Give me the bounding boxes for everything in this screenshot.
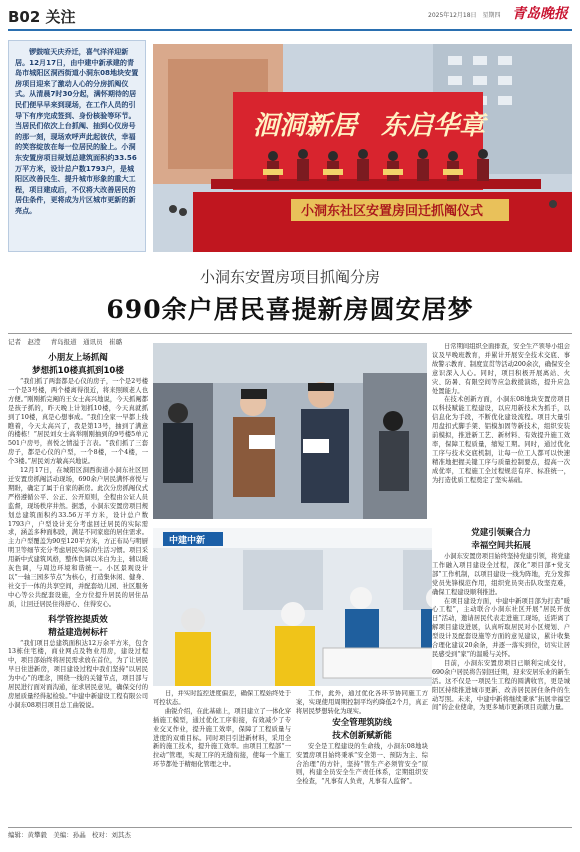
company-sign-text: 中建中新 [169, 536, 206, 546]
header-rule [8, 29, 572, 31]
paragraph: 目前，小洞东安置房项目已顺利完成交付，690余户居民将告别回迁期，迎来安居乐业的新生活。这不仅是一项民生工程的圆满收官，更是城阳区持续推进城市更新、改善居民居住条件的生动写照。未来，中建中新将继续秉承“拓展幸福空间”的企业使命，为更多城市更新项目贡献力量。 [432, 659, 570, 712]
paragraph: 在项目建设方面，中建中新项目部为打造“暖心工程”，主动联合小洞东社区开展“居民开放日”活动，邀请居民代表走进施工现场，近距离了解项目建设进展，认真听取居民对小区规划、户型设计及配套设施等方面的意见建议，累计收集合理化建议20余条，并逐一落实到位，切实让居民感受到“家”的温暖与关怀。 [432, 597, 570, 658]
paragraph: 日，并实时监控进度偏差，确保工程始终处于可控状态。 [153, 690, 291, 706]
byline-rule [8, 333, 572, 334]
paragraph: 日常期间组织全面排查，安全生产领导小组会议及早晚班教育，并累计开展安全技术交底、事故警示教育、制度宣贯等活动200余次，确保安全意识深入人心。同时，项目积极开展离站、火灾、防暑、有限空间等应急救援演练，提升应急处置能力。 [432, 343, 570, 395]
lead-box [8, 40, 146, 252]
subhead-2a: 科学管控提质效 [48, 614, 108, 625]
column-4-bottom [432, 527, 570, 823]
article-headline: 690余户居民喜提新房圆安居梦 [106, 295, 474, 324]
banner-left-text: 洄洞新居 [253, 111, 358, 141]
subhead-2b: 精益建造树标杆 [48, 627, 108, 638]
footer-rule [8, 827, 572, 828]
banner-right-text: 东启华章 [381, 111, 486, 141]
paragraph: 曲锐介绍，在此基础上，项目建立了一体化穿插施工模型，通过优化工序衔接，有效减少了专业交叉作业，提升施工效率，保障了工程质量与进度的双重目标。同时项目引进新材料，采用全新的施工技术，提升施工效率。由项目工程部“一拉动”管理，实现工序的无缝衔接，使每一个施工环节都处于精细化管理之中。 [153, 707, 291, 769]
ceremony-photo [153, 44, 572, 252]
subhead-4b: 幸福空间共拓展 [471, 541, 531, 551]
article-kicker: 小洞东安置房项目抓阄分房 [199, 268, 380, 286]
column-3-bottom [296, 690, 428, 820]
paragraph: “我们抓了两套都是心仪的房子，一个是2号楼一个是3号楼，两个楼离得很近，将来照顾老人也方便。”刚刚抓完阄的王女士高兴地说，今天抓阄都是孩子抓的，昨天晚上计划抓10楼，今天真就抓到了10楼，真是心想事成。“我们全家一早都上线瞧着，今天太高兴了，我是第13号，抽到了满意的楼栋！”居民刘女士高举刚刚抽到的9号楼5单元501户房号，喜悦之情溢于言表。“我们抓了三套房子，都是心仪的户型，一个8楼，一个4楼，一个3楼。”居民刘方敏高兴地说。 [8, 378, 148, 466]
column-1 [8, 352, 148, 820]
residents-photo [153, 343, 427, 519]
stage-sign-text: 小洞东社区安置房回迁抓阄仪式 [301, 204, 484, 219]
footer-editor: 编辑：黄攀毅 [8, 831, 47, 839]
paragraph: “我们项目总建筑面积达12万余平方米，包含13栋住宅楼，商业网点及物业用房，建设过程中，项目部始终将居民需求放在首位，为了让居民早日住进新房，项目建设过程中我们坚持“以居民为中心”的理念，围绕一线的关键节点，项目部与居民进行面对面沟通，征求居民意见，确保交付的房屋质量经得起检验。”中建中新建设工程有限公司小洞东08项目项目总工曲锐说。 [8, 639, 148, 709]
subhead-1a: 小朋友上场抓阄 [48, 353, 108, 363]
lead-text: 锣鼓喧天庆乔迁，喜气洋洋迎新居。12月17日，由中建中新承建的青岛市城阳区洞西街道小洞东08地块安置房项目迎来了激动人心的分房抓阄仪式。从清晨7时30分起，满怀期待的居民们便早早来到现场，在工作人员的引导下有序完成签到、身份核验等环节。当居民们依次上台抓阄、抽到心仪房号的那一刻，现场欢呼声此起彼伏，幸福的笑容绽放在每一位居民的脸上。小洞东安置房项目规划总建筑面积约33.56万平方米，设计总户数1793户，是城阳区改善民生、提升城市形象的重大工程，项目建成后，不仅将大改善居民的居住条件，更将成为片区城市更新的新亮点。 [15, 47, 139, 215]
paragraph: 小洞东安置房项目始终坚持党建引领，将党建工作融入项目建设全过程，深化“项目部+党支部”工作机制，以项目建设一线为阵地，充分发挥党员先锋模范作用，组织党员突击队攻坚克难，确保工程建设顺利推进。 [432, 553, 570, 596]
subhead-1b: 梦想抓10楼真抓到10楼 [32, 366, 124, 376]
column-4 [432, 343, 570, 523]
footer-credits [8, 830, 131, 839]
subhead-3b: 技术创新赋新能 [332, 730, 392, 741]
ceremony-illustration [153, 44, 572, 252]
subhead-4a: 党建引领聚合力 [471, 528, 531, 538]
residents-illustration [153, 343, 427, 519]
paragraph: 在技术创新方面，小洞东08地块安置房项目以科技赋能工程建设，以应用新技术为抓手，以信息化为手段，不断优化建设流程。项目大量引用盘扣式脚手架、铝模加固等新技术，组织安装前模拟，推进新工艺、新材料、有效提升施工效率，保障工程质量，缩短工期。同时，通过优化工序与技术交底机制，让每一位工人都可以快速精准地把握关键工序与质量控制要点，提高一次成优率，工程施工全过程规范有序、标准统一，为打造优质工程奠定了坚实基础。 [432, 396, 570, 484]
footer-proofreader: 校对：刘其杰 [91, 831, 131, 839]
byline-correspondent: 青岛报道 通讯员 崔璐 [50, 338, 123, 346]
section-label: B02 关注 [8, 8, 76, 26]
byline-reporter: 记者 赵滢 [8, 338, 41, 346]
date-line: 2025年12月18日 星期四 [428, 12, 501, 19]
subhead-3a: 安全管理筑防线 [332, 717, 392, 728]
brand-logo: 青岛晚报 [512, 6, 568, 22]
column-2-bottom [153, 690, 291, 820]
footer-designer: 美编：孙晶 [53, 831, 86, 839]
paragraph: 工作，此外，通过优化各环节协同施工方案，实现使用周期控制平均约降低2个月，真正将居民梦想转化为现实。 [296, 690, 428, 715]
byline [8, 337, 130, 346]
paragraph: 12月17日，在城阳区洞西街道小洞东社区回迁安置房抓阄活动现场，690余户居民满怀喜悦与期盼，确定了属于自家的新房。此次分房抓阄仪式严格遵循公平、公正、公开原则，全程由公证人员监督，现场秩序井然。据悉，小洞东安置房项目规划总建筑面积约33.56万平方米，设计总户数1793户，户型设计充分考虑回迁居民的实际需求，涵盖多种面积段，满足不同家庭的居住需求。主力户型覆盖为90至120平方米，方正布局与明厨明卫等细节充分考虑居民实际的生活习惯。项目采用新中式建筑风格，整体色调以米白为主，辅以暖灰色调，与周边环境和谐统一。小区景观设计以“一轴三园多节点”为核心，打造集休闲、健身、社交于一体的共享空间，并配套幼儿园、社区服务中心等公共配套设施，全方位提升居民的居住品质，让回迁居民住得舒心、住得安心。 [8, 467, 148, 608]
paragraph: 安全是工程建设的生命线，小洞东08地块安置房项目始终秉承“安全第一、预防为主、综合治理”的方针，坚持“管生产必须管安全”原则，构建全员安全生产责任体系，定期组织安全检查，“凡事有人负责，凡事有人监督”。 [296, 742, 428, 786]
